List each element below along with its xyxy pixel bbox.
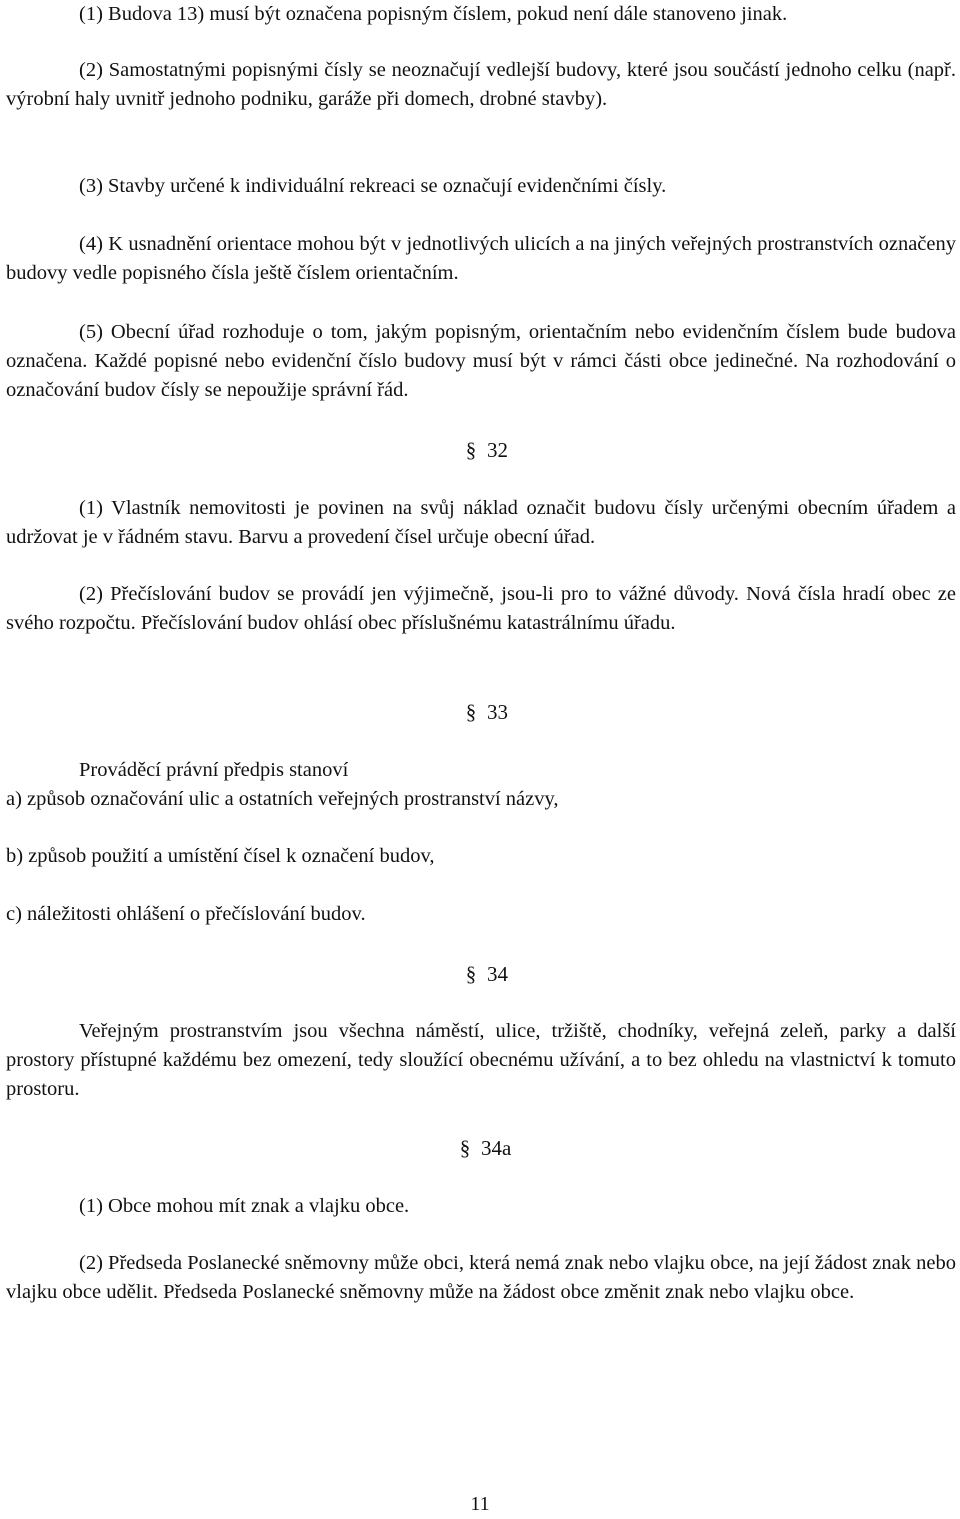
s33-intro: Prováděcí právní předpis stanoví bbox=[79, 759, 349, 781]
section-number: 33 bbox=[487, 700, 508, 724]
paragraph-3: (3) Stavby určené k individuální rekreaci se označují evidenčními čísly. bbox=[79, 175, 667, 197]
paragraph-2: (2) Samostatnými popisnými čísly se neoznačují vedlejší budovy, které jsou součástí jednoho celku (např. výrobní haly uvnitř jednoho podniku, garáže při domech, drobné stavby). bbox=[6, 59, 956, 110]
s33-item-c: c) náležitosti ohlášení o přečíslování budov. bbox=[6, 903, 366, 925]
section-heading-34a bbox=[455, 1134, 511, 1163]
paragraph-5: (5) Obecní úřad rozhoduje o tom, jakým popisným, orientačním nebo evidenčním číslem bude budova označena. Každé popisné nebo evidenční číslo budovy musí být v rámci části obce jedinečné. Na rozhodování o označování budov čísly se nepoužije správní řád. bbox=[6, 321, 956, 401]
s33-item-b: b) způsob použití a umístění čísel k označení budov, bbox=[6, 845, 435, 867]
section-mark: § bbox=[465, 962, 477, 986]
section-number: 32 bbox=[487, 438, 508, 462]
section-number: 34 bbox=[487, 962, 508, 986]
s34a-paragraph-1: (1) Obce mohou mít znak a vlajku obce. bbox=[79, 1195, 410, 1217]
s34a-paragraph-2: (2) Předseda Poslanecké sněmovny může obci, která nemá znak nebo vlajku obce, na její žádost znak nebo vlajku obce udělit. Předseda Poslanecké sněmovny může na žádost obce změnit znak nebo vlajku obce. bbox=[6, 1252, 956, 1303]
paragraph-1: (1) Budova 13) musí být označena popisným číslem, pokud není dále stanoveno jinak. bbox=[79, 3, 788, 25]
section-mark: § bbox=[465, 700, 477, 724]
section-mark: § bbox=[459, 1136, 471, 1160]
page-number: 11 bbox=[470, 1493, 490, 1515]
section-heading-34 bbox=[461, 960, 508, 989]
s33-item-a: a) způsob označování ulic a ostatních veřejných prostranství názvy, bbox=[6, 788, 559, 810]
section-heading-33 bbox=[461, 698, 508, 727]
section-mark: § bbox=[465, 438, 477, 462]
paragraph-4: (4) K usnadnění orientace mohou být v jednotlivých ulicích a na jiných veřejných prostranstvích označeny budovy vedle popisného čísla ještě číslem orientačním. bbox=[6, 233, 956, 284]
section-number: 34a bbox=[481, 1136, 512, 1160]
s32-paragraph-2: (2) Přečíslování budov se provádí jen výjimečně, jsou-li pro to vážné důvody. Nová čísla hradí obec ze svého rozpočtu. Přečíslování budov ohlásí obec příslušnému katastrálnímu úřadu. bbox=[6, 583, 956, 634]
s32-paragraph-1: (1) Vlastník nemovitosti je povinen na svůj náklad označit budovu čísly určenými obecním úřadem a udržovat je v řádném stavu. Barvu a provedení čísel určuje obecní úřad. bbox=[6, 497, 956, 548]
s34-paragraph-1: Veřejným prostranstvím jsou všechna náměstí, ulice, tržiště, chodníky, veřejná zeleň, parky a další prostory přístupné každému bez omezení, tedy sloužící obecnému užívání, a to bez ohledu na vlastnictví k tomuto prostoru. bbox=[6, 1020, 956, 1100]
section-heading-32 bbox=[461, 436, 508, 465]
